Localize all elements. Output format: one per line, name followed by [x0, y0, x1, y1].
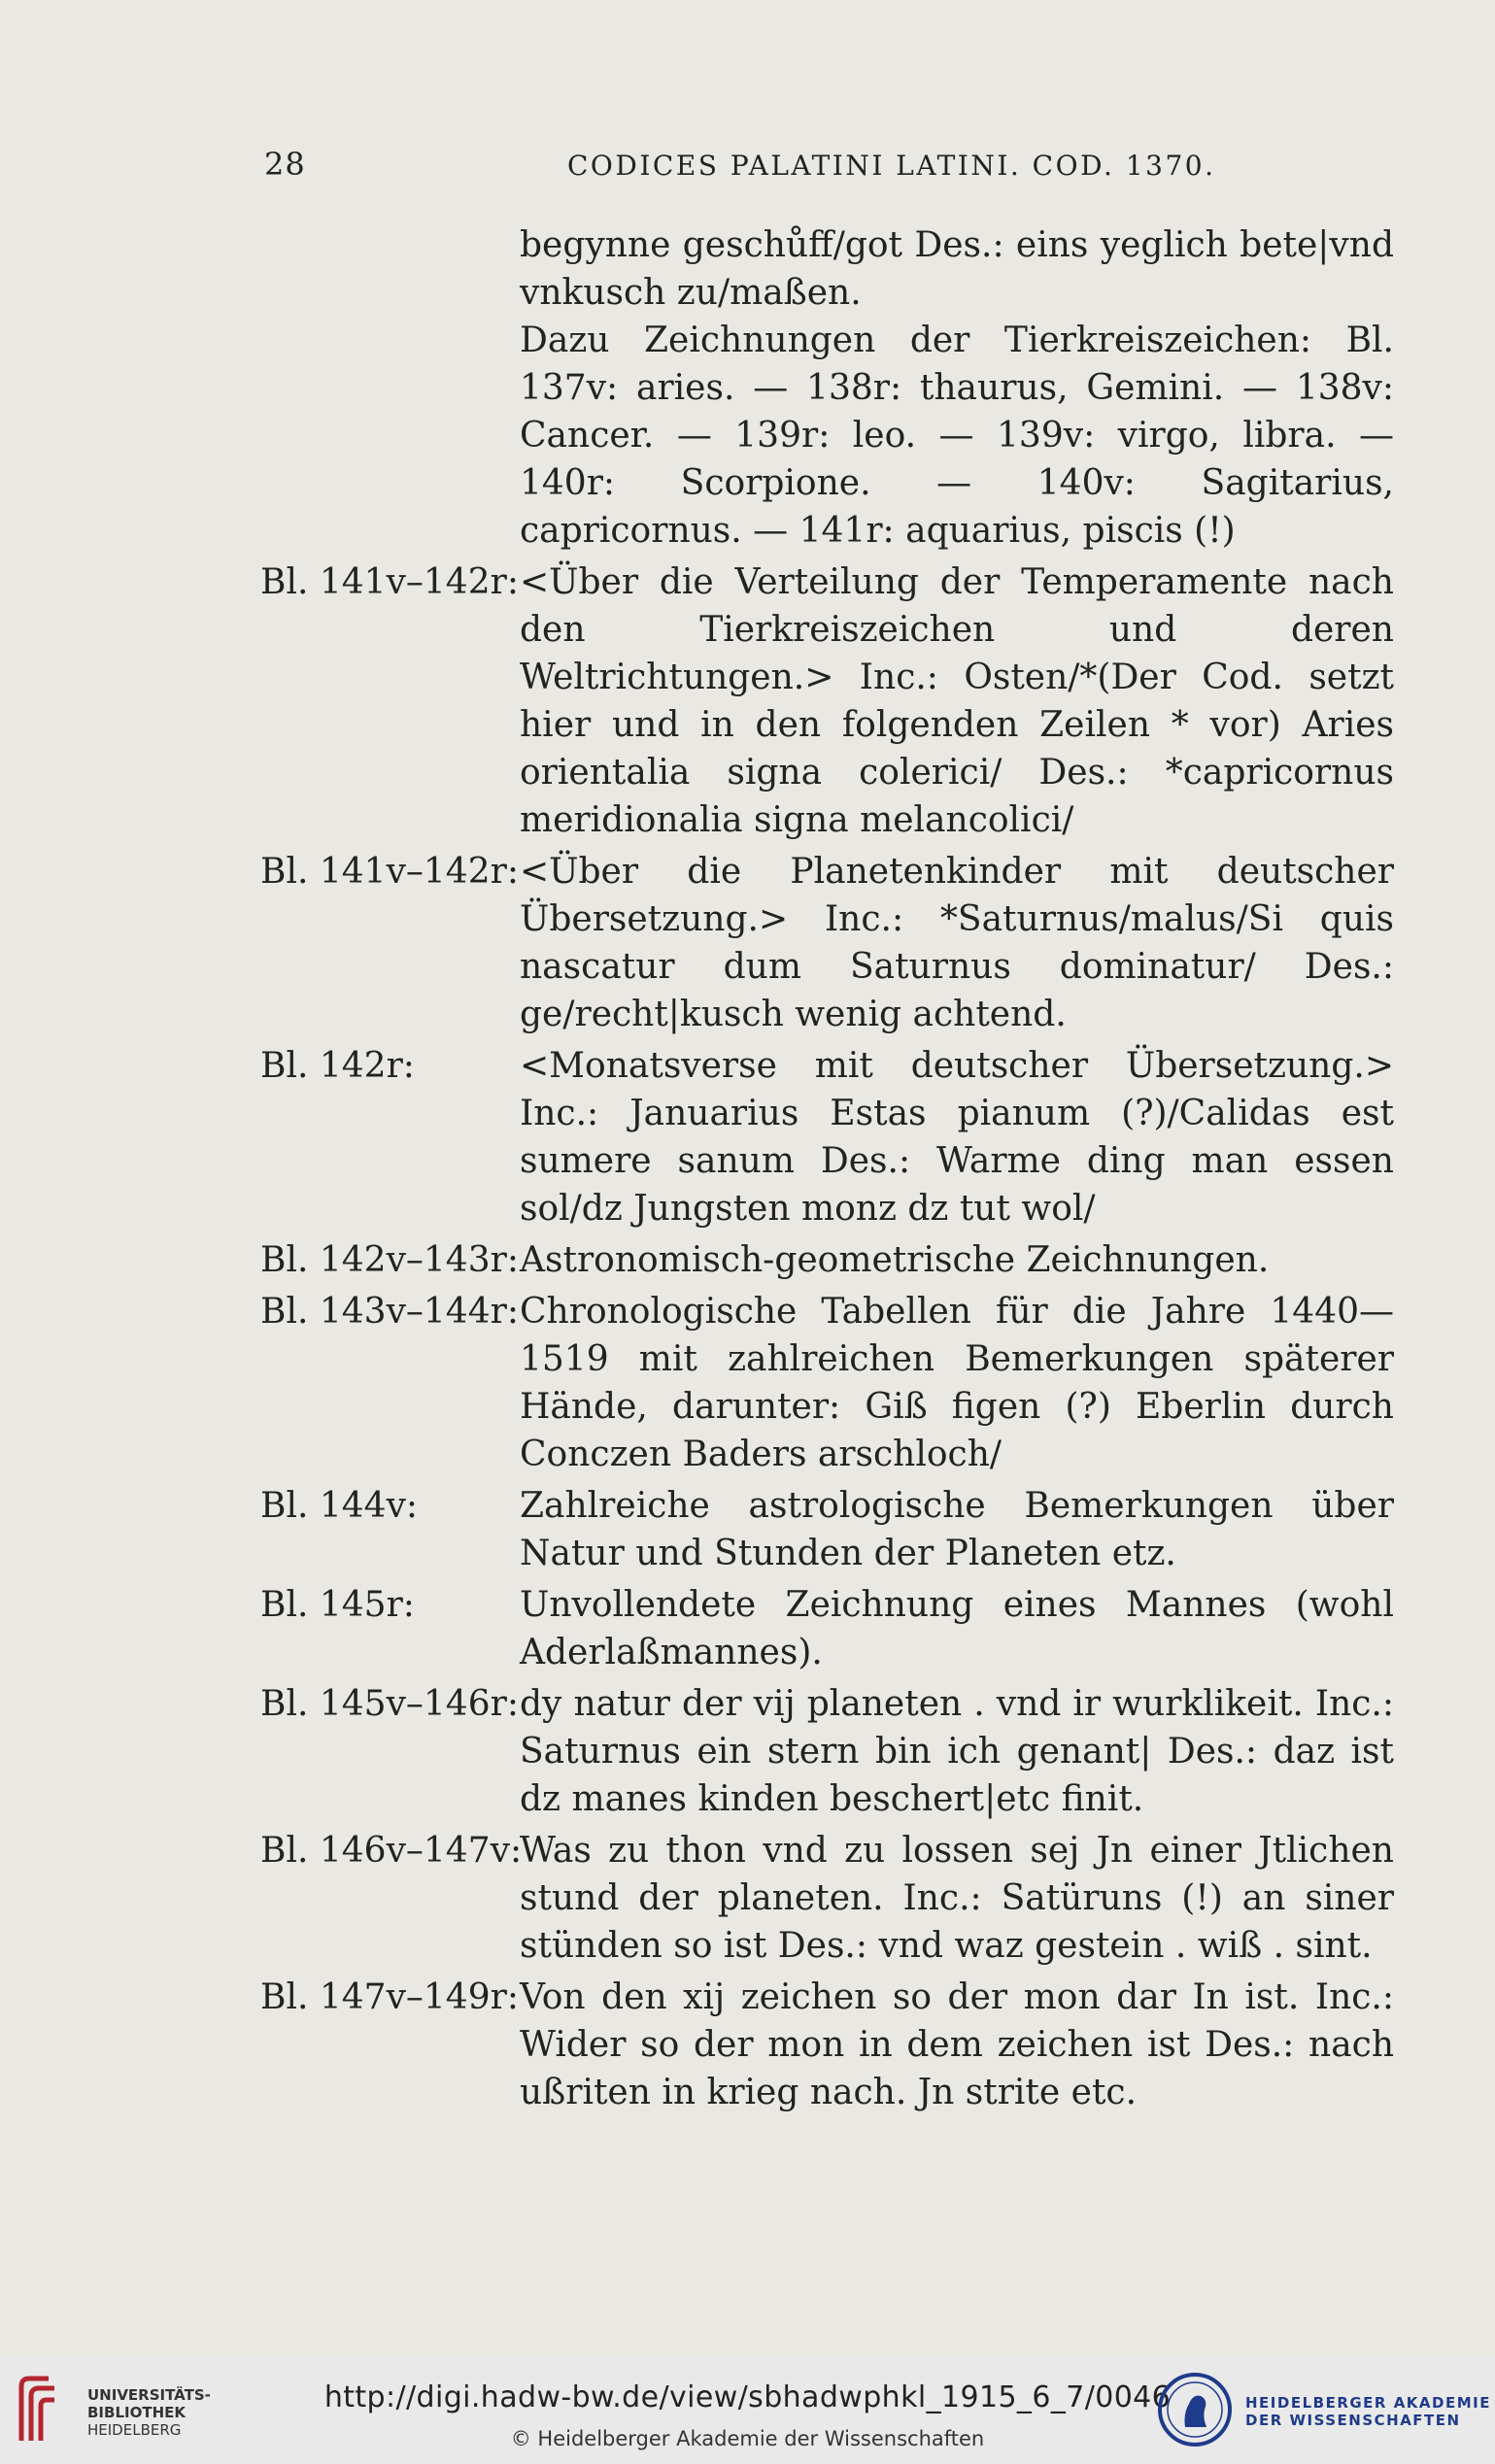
- running-title: CODICES PALATINI LATINI. COD. 1370.: [567, 150, 1216, 182]
- entry-body: [520, 1974, 1394, 2116]
- folio-reference: Bl. 145r:: [260, 1585, 415, 1625]
- copyright-notice: © Heidelberger Akademie der Wissenschaften: [510, 2427, 985, 2450]
- entry-body: [520, 221, 1394, 555]
- entry-body: [520, 1680, 1394, 1823]
- folio-reference: Bl. 141v–142r:: [260, 562, 519, 602]
- page-number: 28: [264, 146, 306, 183]
- entry-body: [520, 848, 1394, 1038]
- catalogue-entry: [0, 221, 1495, 555]
- entry-text: Unvollendete Zeichnung eines Mannes (wohl Aderlaßmannes).: [520, 1585, 1394, 1672]
- entry-body: [520, 558, 1394, 844]
- entry-text: Dazu Zeichnungen der Tierkreiszeichen: Bl. 137v: aries. — 138r: thaurus, Gemini. — 138v: Cancer. — 139r: leo. — 139v: virgo, libra. — 140r: Scorpione. — 140v: Sagitarius, capricornus. — 141r: aquarius, piscis (!): [520, 321, 1394, 551]
- entry-body: [520, 1827, 1394, 1970]
- catalogue-entry: [0, 848, 1495, 1038]
- entry-body: [520, 1288, 1394, 1478]
- catalogue-entry: [0, 1236, 1495, 1284]
- entry-text: Von den xij zeichen so der mon dar In ist. Inc.: Wider so der mon in dem zeichen ist Des.: nach ußriten in krieg nach. Jn strite etc.: [520, 1977, 1394, 2112]
- folio-reference: Bl. 147v–149r:: [260, 1977, 519, 2017]
- entry-text: dy natur der vij planeten . vnd ir wurklikeit. Inc.: Saturnus ein stern bin ich genant| Des.: daz ist dz manes kinden beschert|etc finit.: [520, 1684, 1394, 1819]
- entry-text: Zahlreiche astrologische Bemerkungen über Natur und Stunden der Planeten etz.: [520, 1486, 1394, 1573]
- entry-body: [520, 1482, 1394, 1577]
- catalogue-entry: [0, 1680, 1495, 1823]
- university-library-name: UNIVERSITÄTS- BIBLIOTHEK HEIDELBERG: [87, 2386, 211, 2439]
- page-url-link[interactable]: http://digi.hadw-bw.de/view/sbhadwphkl_1915_6_7/0046: [323, 2380, 1172, 2414]
- catalogue-entry: [0, 1288, 1495, 1478]
- folio-reference: Bl. 145v–146r:: [260, 1684, 519, 1724]
- catalogue-entry: [0, 1042, 1495, 1232]
- catalogue-entry: [0, 1974, 1495, 2116]
- entry-text: <Über die Planetenkinder mit deutscher Übersetzung.> Inc.: *Saturnus/malus/Si quis nascatur dum Saturnus dominatur/ Des.: ge/recht|kusch wenig achtend.: [520, 852, 1394, 1034]
- folio-reference: Bl. 143v–144r:: [260, 1292, 519, 1332]
- entry-body: [520, 1236, 1394, 1284]
- entry-text: Astronomisch-geometrische Zeichnungen.: [520, 1240, 1270, 1280]
- folio-reference: Bl. 141v–142r:: [260, 852, 519, 892]
- catalogue-entry: [0, 1482, 1495, 1577]
- viewer-footer: [0, 2355, 1495, 2464]
- running-head: [264, 146, 1226, 194]
- entry-text: <Über die Verteilung der Temperamente nach den Tierkreiszeichen und deren Weltrichtungen.> Inc.: Osten/*(Der Cod. setzt hier und in den folgenden Zeilen * vor) Aries orientalia signa colerici/ Des.: *capricornus meridionalia signa melancolici/: [520, 562, 1394, 840]
- folio-reference: Bl. 146v–147v:: [260, 1831, 523, 1871]
- entry-body: [520, 1581, 1394, 1676]
- catalogue-entry: [0, 1827, 1495, 1970]
- academy-name: HEIDELBERGER AKADEMIE DER WISSENSCHAFTEN: [1245, 2394, 1491, 2429]
- entry-text: begynne geschůff/got Des.: eins yeglich bete|vnd vnkusch zu/maßen.: [520, 225, 1394, 313]
- folio-reference: Bl. 142v–143r:: [260, 1240, 519, 1280]
- entry-text: Chronologische Tabellen für die Jahre 1440—1519 mit zahlreichen Bemerkungen späterer Hände, darunter: Giß figen (?) Eberlin durch Conczen Baders arschloch/: [520, 1292, 1394, 1474]
- entry-text: Was zu thon vnd zu lossen sej Jn einer Jtlichen stund der planeten. Inc.: Satüruns (!) an siner stünden so ist Des.: vnd waz gestein . wiß . sint.: [520, 1831, 1394, 1966]
- catalogue-entry: [0, 558, 1495, 844]
- catalogue-entries: [0, 221, 1495, 2116]
- entry-text: <Monatsverse mit deutscher Übersetzung.> Inc.: Januarius Estas pianum (?)/Calidas est sumere sanum Des.: Warme ding man essen sol/dz Jungsten monz dz tut wol/: [520, 1046, 1394, 1229]
- folio-reference: Bl. 142r:: [260, 1046, 415, 1086]
- catalogue-entry: [0, 1581, 1495, 1676]
- folio-reference: Bl. 144v:: [260, 1486, 419, 1526]
- entry-body: [520, 1042, 1394, 1232]
- academy-seal-icon: [1156, 2371, 1234, 2448]
